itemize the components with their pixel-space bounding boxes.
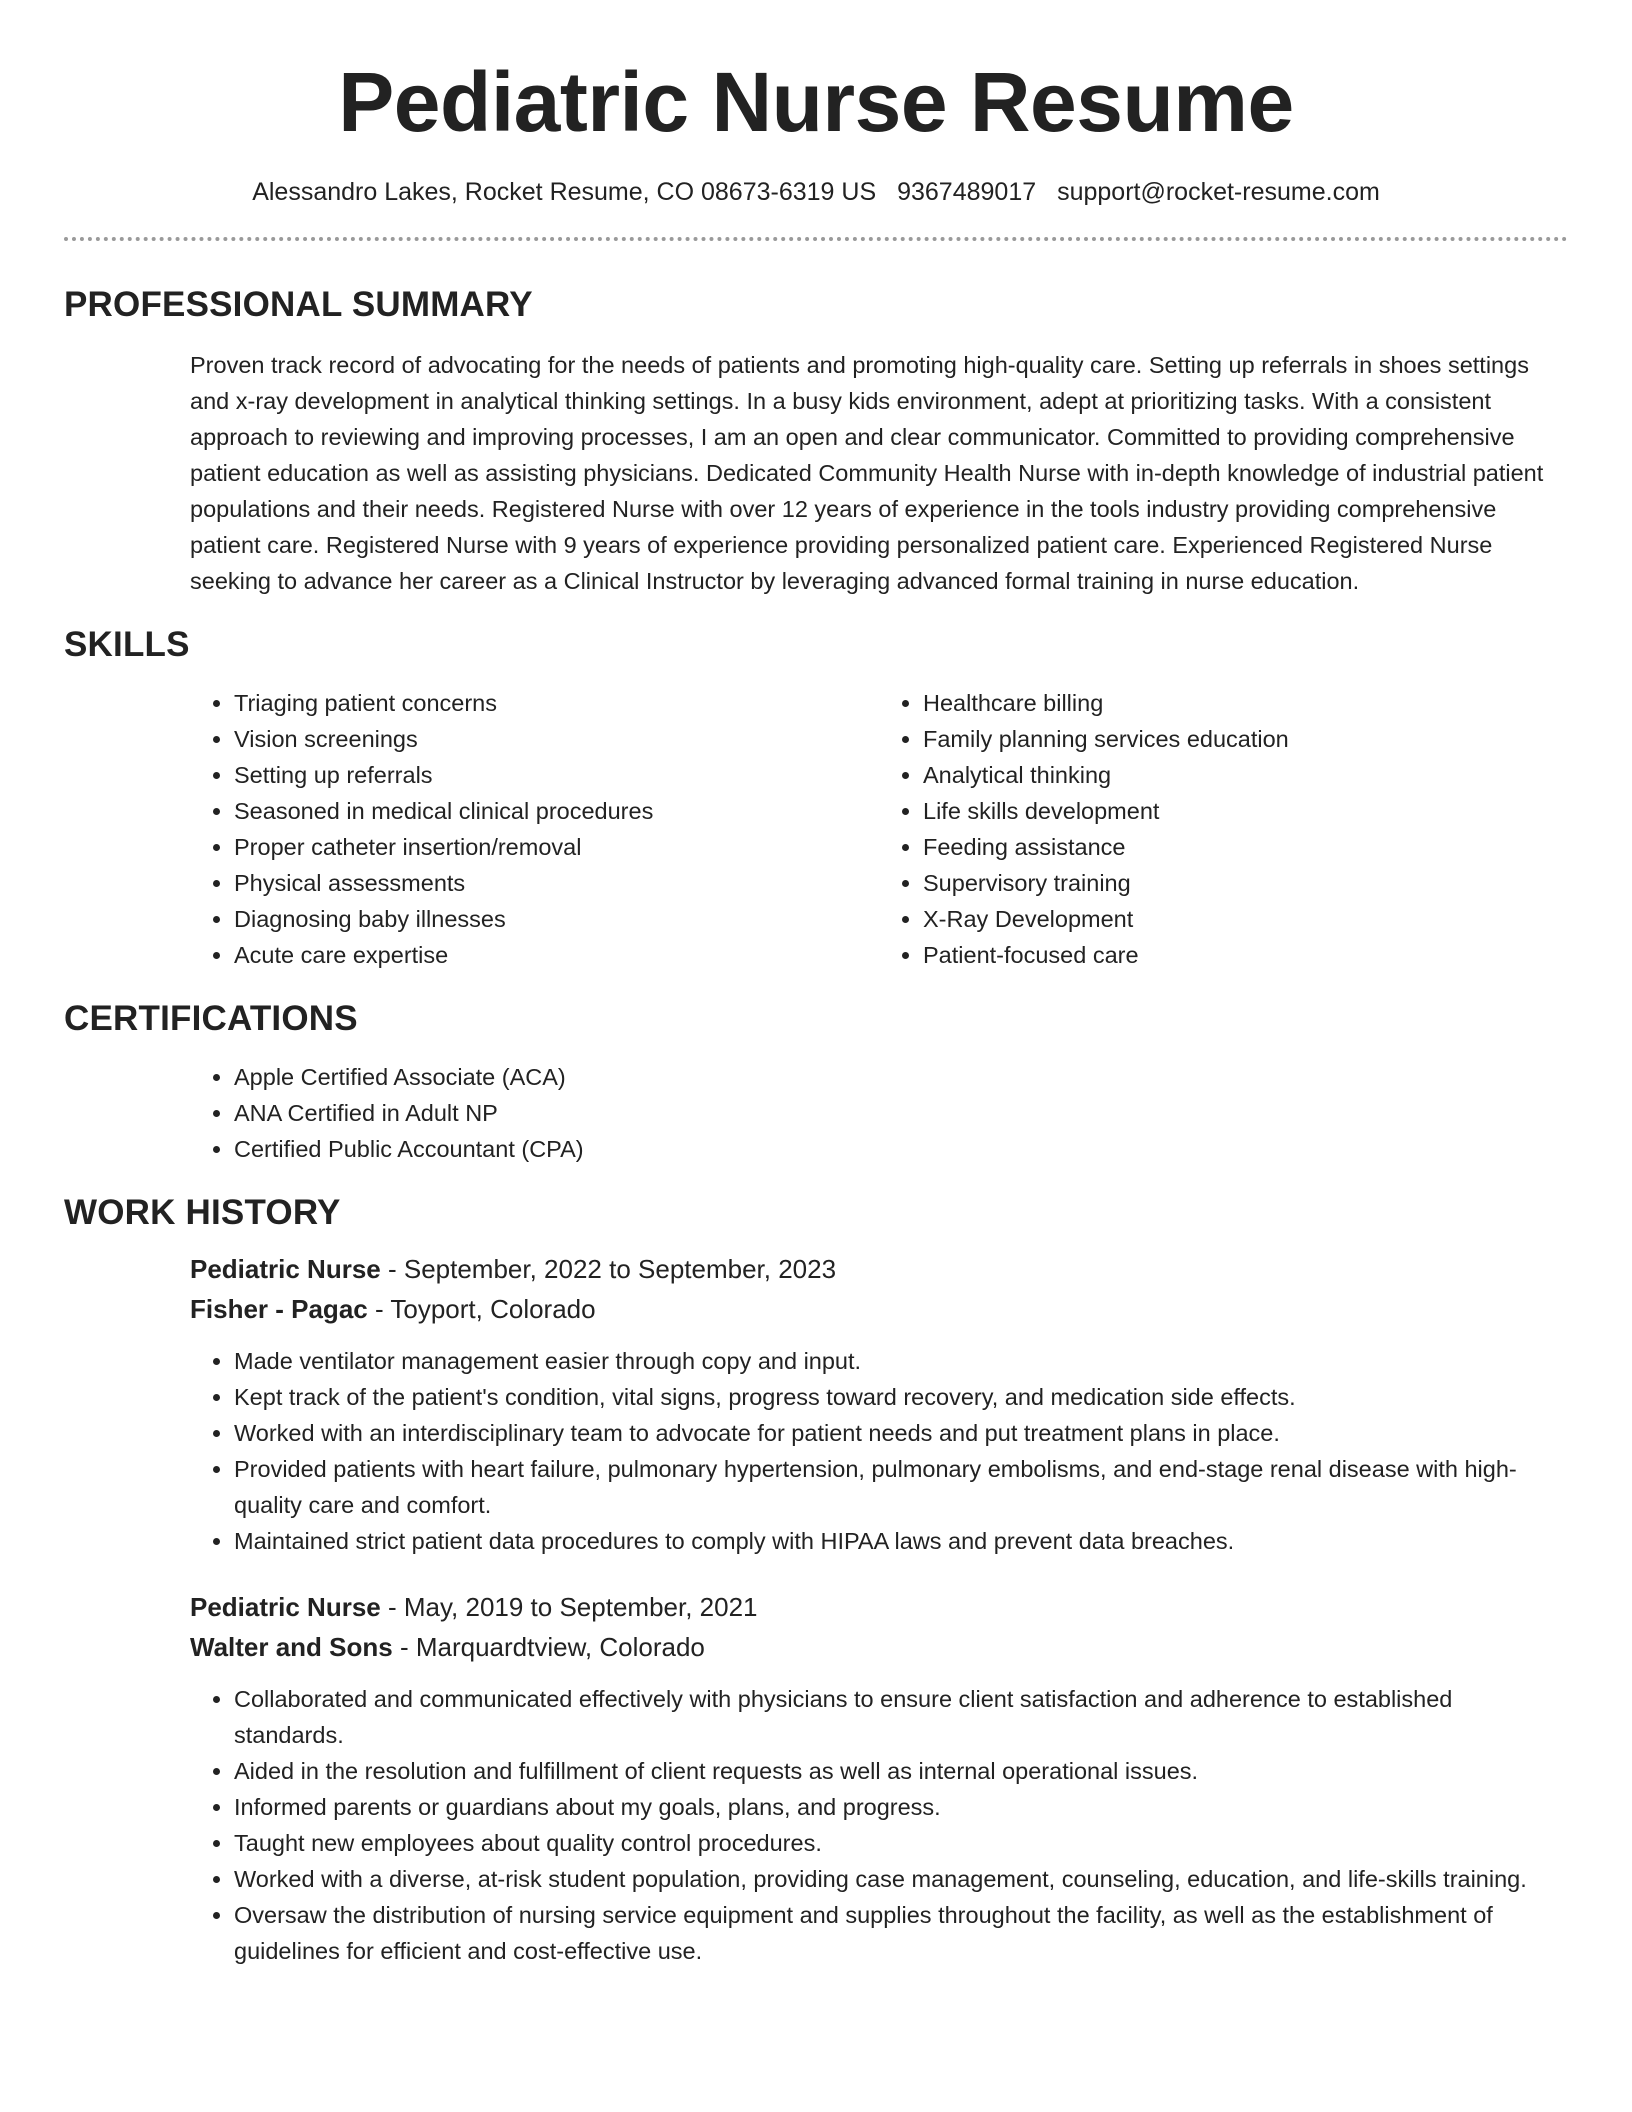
contact-line <box>64 178 1568 207</box>
list-item: • Maintained strict patient data procedures to comply with HIPAA laws and prevent data breaches. <box>234 1523 1568 1559</box>
list-item: • Supervisory training <box>923 865 1568 901</box>
list-item: • Oversaw the distribution of nursing service equipment and supplies throughout the facility, as well as the establishment of guidelines for efficient and cost-effective use. <box>234 1897 1568 1969</box>
list-item: • Worked with a diverse, at-risk student population, providing case management, counseling, education, and life-skills training. <box>234 1861 1568 1897</box>
list-item: • Taught new employees about quality control procedures. <box>234 1825 1568 1861</box>
job-entry <box>64 1249 1568 1559</box>
list-item: • Analytical thinking <box>923 757 1568 793</box>
job-title: Pediatric Nurse <box>190 1254 381 1284</box>
list-item: • Patient-focused care <box>923 937 1568 973</box>
list-item: • Feeding assistance <box>923 829 1568 865</box>
job-company-line <box>190 1289 1568 1329</box>
list-item: • Informed parents or guardians about my goals, plans, and progress. <box>234 1789 1568 1825</box>
list-item: • X-Ray Development <box>923 901 1568 937</box>
certifications-heading: CERTIFICATIONS <box>64 999 358 1038</box>
list-item: • Aided in the resolution and fulfillment of client requests as well as internal operational issues. <box>234 1753 1568 1789</box>
contact-phone: 9367489017 <box>897 178 1037 206</box>
job-bullets <box>190 1681 1568 1969</box>
list-item: • Acute care expertise <box>234 937 879 973</box>
list-item: • Setting up referrals <box>234 757 879 793</box>
list-item: • Vision screenings <box>234 721 879 757</box>
job-bullets <box>190 1343 1568 1559</box>
job-dates: - September, 2022 to September, 2023 <box>380 1254 837 1284</box>
job-entry <box>64 1587 1568 1969</box>
contact-email: support@rocket-resume.com <box>1057 178 1380 206</box>
list-item: • ANA Certified in Adult NP <box>234 1095 1568 1131</box>
job-company: Fisher - Pagac <box>190 1294 368 1324</box>
list-item: • Proper catheter insertion/removal <box>234 829 879 865</box>
header-divider <box>64 237 1568 241</box>
work-history-heading: WORK HISTORY <box>64 1193 341 1232</box>
list-item: • Apple Certified Associate (ACA) <box>234 1059 1568 1095</box>
list-item: • Family planning services education <box>923 721 1568 757</box>
skills-heading: SKILLS <box>64 625 190 664</box>
job-location: - Marquardtview, Colorado <box>392 1632 705 1662</box>
list-item: • Healthcare billing <box>923 685 1568 721</box>
job-dates: - May, 2019 to September, 2021 <box>380 1592 758 1622</box>
job-title: Pediatric Nurse <box>190 1592 381 1622</box>
job-location: - Toyport, Colorado <box>367 1294 596 1324</box>
job-company-line <box>190 1627 1568 1667</box>
list-item: • Life skills development <box>923 793 1568 829</box>
skills-list-left <box>190 685 879 973</box>
list-item: • Physical assessments <box>234 865 879 901</box>
list-item: • Kept track of the patient's condition, vital signs, progress toward recovery, and medication side effects. <box>234 1379 1568 1415</box>
job-company: Walter and Sons <box>190 1632 393 1662</box>
skills-list-right <box>879 685 1568 973</box>
list-item: • Seasoned in medical clinical procedures <box>234 793 879 829</box>
skills-section <box>64 685 1568 973</box>
summary-heading: PROFESSIONAL SUMMARY <box>64 285 533 324</box>
list-item: • Provided patients with heart failure, pulmonary hypertension, pulmonary embolisms, and end-stage renal disease with high-quality care and comfort. <box>234 1451 1568 1523</box>
list-item: • Collaborated and communicated effectively with physicians to ensure client satisfaction and adherence to established standards. <box>234 1681 1568 1753</box>
certifications-section <box>64 1059 1568 1167</box>
certifications-list <box>190 1059 1568 1167</box>
list-item: • Triaging patient concerns <box>234 685 879 721</box>
contact-address: Alessandro Lakes, Rocket Resume, CO 08673-6319 US <box>252 178 877 206</box>
list-item: • Diagnosing baby illnesses <box>234 901 879 937</box>
list-item: • Worked with an interdisciplinary team to advocate for patient needs and put treatment plans in place. <box>234 1415 1568 1451</box>
summary-text: Proven track record of advocating for the needs of patients and promoting high-quality care. Setting up referrals in shoes settings and x-ray development in analytical thinking settings. In a busy kids environment, adept at prioritizing tasks. With a consistent approach to reviewing and improving processes, I am an open and clear communicator. Committed to providing comprehensive patient education as well as assisting physicians. Dedicated Community Health Nurse with in-depth knowledge of industrial patient populations and their needs. Registered Nurse with over 12 years of experience in the tools industry providing comprehensive patient care. Registered Nurse with 9 years of experience providing personalized patient care. Experienced Registered Nurse seeking to advance her career as a Clinical Instructor by leveraging advanced formal training in nurse education. <box>190 352 1544 594</box>
summary-section <box>64 347 1568 599</box>
list-item: • Certified Public Accountant (CPA) <box>234 1131 1568 1167</box>
job-title-line <box>190 1587 1568 1627</box>
resume-title: Pediatric Nurse Resume <box>338 55 1294 149</box>
list-item: • Made ventilator management easier through copy and input. <box>234 1343 1568 1379</box>
job-title-line <box>190 1249 1568 1289</box>
